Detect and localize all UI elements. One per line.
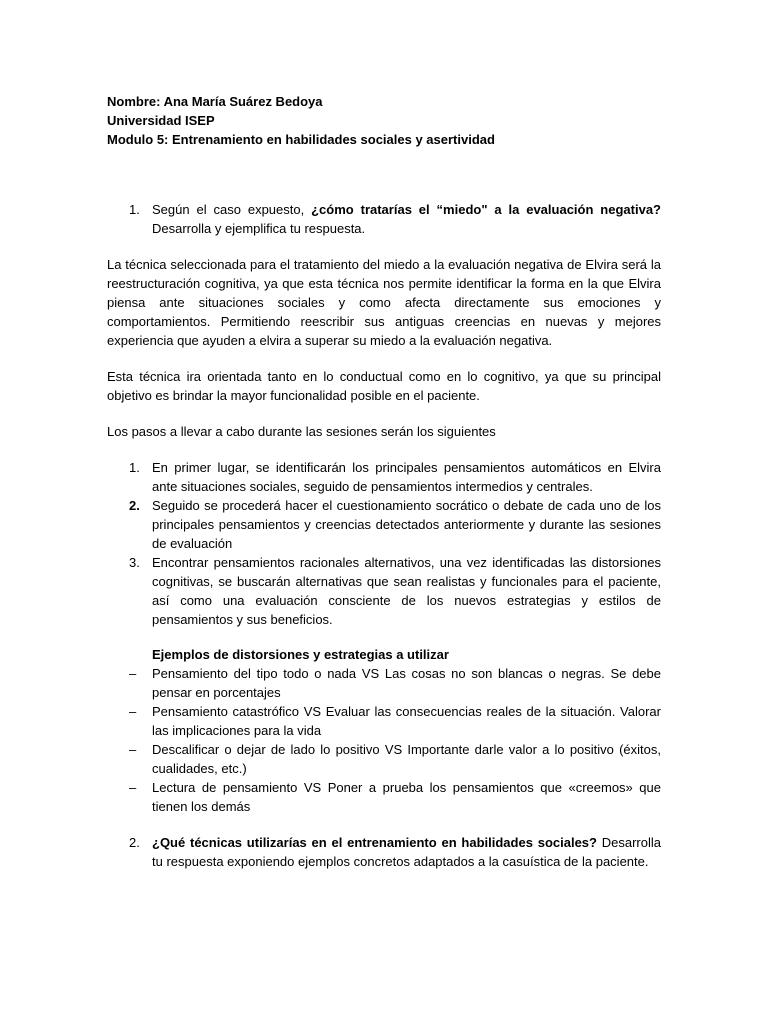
question-2-bold: ¿Qué técnicas utilizarías en el entrenamiento en habilidades sociales?: [152, 835, 597, 850]
question-2-number: 2.: [129, 835, 140, 850]
university-name: Universidad ISEP: [107, 113, 215, 128]
example-text: Descalificar o dejar de lado lo positivo VS Importante darle valor a lo positivo (éxitos, cualidades, etc.): [152, 742, 661, 776]
example-text: Pensamiento catastrófico VS Evaluar las consecuencias reales de la situación. Valorar las implicaciones para la vida: [152, 704, 661, 738]
question-1-intro: Según el caso expuesto,: [152, 202, 312, 217]
example-item: [107, 664, 661, 702]
examples-heading: Ejemplos de distorsiones y estrategias a utilizar: [152, 647, 449, 662]
step-item: [107, 496, 661, 553]
example-item: [107, 740, 661, 778]
question-1: [107, 200, 661, 238]
step-item: [107, 458, 661, 496]
example-text: Pensamiento del tipo todo o nada VS Las cosas no son blancas o negras. Se debe pensar en porcentajes: [152, 666, 661, 700]
question-1-rest: Desarrolla y ejemplifica tu respuesta.: [152, 221, 366, 236]
dash-bullet: –: [129, 780, 137, 795]
module-title: Modulo 5: Entrenamiento en habilidades sociales y asertividad: [107, 132, 495, 147]
question-2: [107, 833, 661, 871]
dash-bullet: –: [129, 742, 137, 757]
example-item: [107, 702, 661, 740]
step-number: 2.: [129, 498, 140, 513]
example-text: Lectura de pensamiento VS Poner a prueba los pensamientos que «creemos» que tienen los demás: [152, 780, 661, 814]
paragraph-technique: La técnica seleccionada para el tratamiento del miedo a la evaluación negativa de Elvira será la reestructuración cognitiva, ya que esta técnica nos permite identificar la forma en la que Elvira piensa ante situaciones sociales y como afecta directamente sus emociones y comportamientos. Permitiendo reescribir sus antiguas creencias en nuevas y mejores experiencia que ayuden a elvira a superar su miedo a la evaluación negativa.: [107, 257, 661, 348]
question-1-number: 1.: [129, 202, 140, 217]
step-text: En primer lugar, se identificarán los principales pensamientos automáticos en Elvira ante situaciones sociales, seguido de pensamientos intermedios y centrales.: [152, 460, 661, 494]
step-number: 1.: [129, 460, 140, 475]
dash-bullet: –: [129, 666, 137, 681]
step-item: [107, 553, 661, 629]
document-content: [107, 92, 661, 871]
paragraph-orientation: Esta técnica ira orientada tanto en lo conductual como en lo cognitivo, ya que su principal objetivo es brindar la mayor funcionalidad posible en el paciente.: [107, 369, 661, 403]
example-item: [107, 778, 661, 816]
question-2-rest: Desarrolla tu respuesta exponiendo ejemplos concretos adaptados a la casuística de la paciente.: [152, 835, 661, 869]
dash-bullet: –: [129, 704, 137, 719]
question-1-bold: ¿cómo tratarías el “miedo" a la evaluación negativa?: [311, 202, 661, 217]
student-name: Nombre: Ana María Suárez Bedoya: [107, 94, 323, 109]
step-text: Seguido se procederá hacer el cuestionamiento socrático o debate de cada uno de los principales pensamientos y creencias detectados anteriormente y durante las sesiones de evaluación: [152, 498, 661, 551]
step-text: Encontrar pensamientos racionales alternativos, una vez identificadas las distorsiones cognitivas, se buscarán alternativas que sean realistas y funcionales para el paciente, así como una evaluación consciente de los nuevos estrategias y estilos de pensamientos y sus beneficios.: [152, 555, 661, 627]
step-number: 3.: [129, 555, 140, 570]
paragraph-steps-intro: Los pasos a llevar a cabo durante las sesiones serán los siguientes: [107, 424, 496, 439]
